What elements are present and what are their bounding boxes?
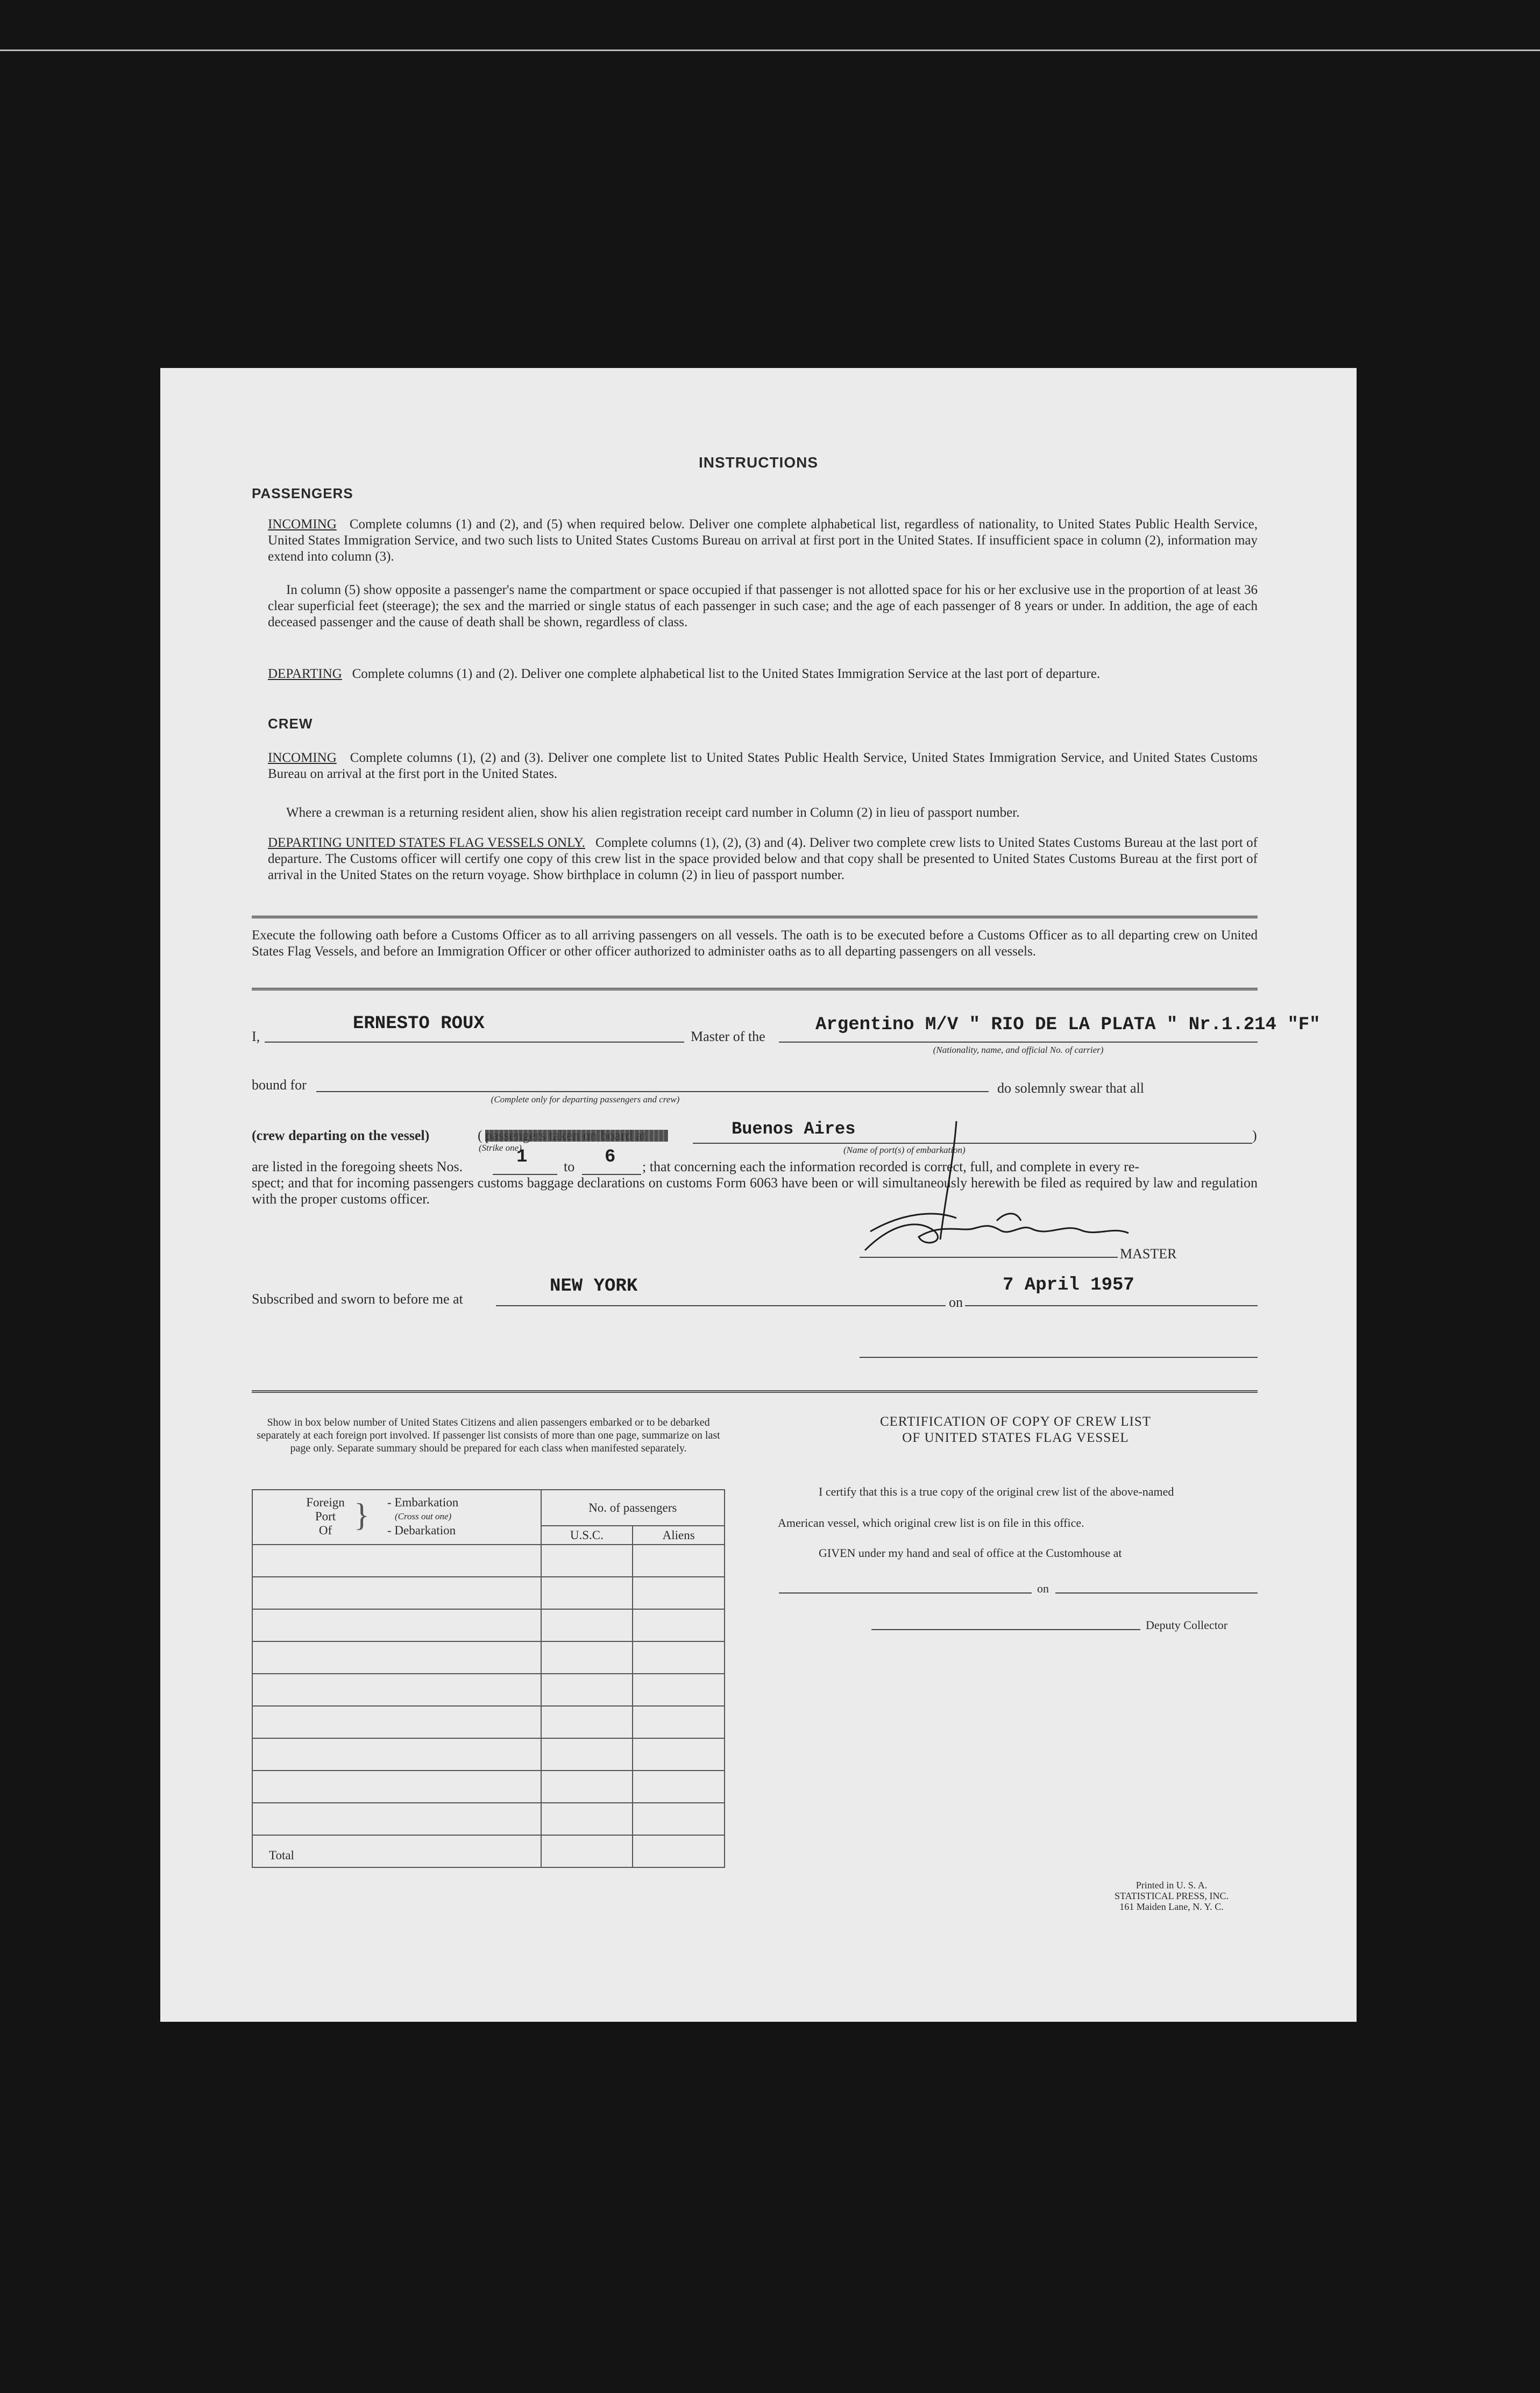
incoming-label: INCOMING	[268, 517, 337, 532]
usc-cell[interactable]	[541, 1803, 633, 1835]
usc-header: U.S.C.	[541, 1526, 633, 1545]
table-row	[252, 1641, 725, 1674]
aliens-cell[interactable]	[633, 1803, 725, 1835]
total-label: Total	[252, 1835, 541, 1867]
of-label: Of	[318, 1524, 332, 1537]
vessel-line	[779, 1042, 1258, 1043]
sheets-label: are listed in the foregoing sheets Nos.	[252, 1159, 463, 1174]
master-signature-line	[860, 1257, 1118, 1258]
passengers-departing-paragraph	[268, 666, 1258, 682]
foreign-port-of-label	[296, 1496, 355, 1538]
usc-cell[interactable]	[541, 1706, 633, 1738]
table-row	[252, 1674, 725, 1706]
certification-date-line[interactable]	[1055, 1592, 1258, 1594]
aliens-cell[interactable]	[633, 1771, 725, 1803]
aliens-cell[interactable]	[633, 1674, 725, 1706]
i-label: I,	[252, 1029, 260, 1044]
sheet-to-value: 6	[605, 1147, 616, 1167]
strike-one-hint: (Strike one)	[479, 1143, 522, 1153]
crew-incoming-paragraph	[268, 750, 1258, 782]
port-hint: (Name of port(s) of embarkation)	[843, 1145, 966, 1155]
master-label: MASTER	[1120, 1246, 1177, 1262]
sworn-date-value: 7 April 1957	[1003, 1275, 1134, 1295]
divider-top	[252, 916, 1258, 918]
port-cell[interactable]	[252, 1545, 541, 1577]
table-row	[252, 1577, 725, 1609]
usc-cell[interactable]	[541, 1545, 633, 1577]
aliens-cell[interactable]	[633, 1641, 725, 1674]
embarkation-label: - Embarkation	[387, 1496, 459, 1509]
usc-cell[interactable]	[541, 1738, 633, 1771]
swear-label: do solemnly swear that all	[997, 1080, 1144, 1096]
passengers-option-struck	[485, 1128, 646, 1144]
port-cell[interactable]	[252, 1803, 541, 1835]
top-scan-line	[0, 49, 1540, 51]
master-of-label: Master of the	[691, 1029, 765, 1044]
sworn-on-label: on	[949, 1294, 963, 1310]
certify-text-a: ; that concerning each the information recorded is correct, full, and complete in every re-	[642, 1159, 1140, 1174]
certification-given: GIVEN under my hand and seal of office at the Customhouse at	[819, 1546, 1122, 1560]
printer-line-3: 161 Maiden Lane, N. Y. C.	[1119, 1901, 1224, 1912]
master-signature	[860, 1116, 1139, 1261]
certification-title-2: OF UNITED STATES FLAG VESSEL	[902, 1431, 1129, 1445]
foreign-label: Foreign	[306, 1496, 345, 1509]
port-value: Buenos Aires	[732, 1119, 856, 1139]
crew-resident-paragraph: Where a crewman is a returning resident alien, show his alien registration receipt card number in Column (2) in lieu of passport number.	[286, 805, 1020, 820]
divider-bottom	[252, 1390, 1258, 1393]
crew-heading: CREW	[268, 716, 313, 732]
no-of-passengers-header: No. of passengers	[541, 1490, 725, 1526]
officer-signature-line	[860, 1357, 1258, 1358]
sworn-place-value: NEW YORK	[550, 1276, 638, 1297]
master-name-value: ERNESTO ROUX	[353, 1014, 485, 1034]
usc-cell[interactable]	[541, 1641, 633, 1674]
incoming-text: Complete columns (1) and (2), and (5) when required below. Deliver one complete alphabetical list, regardless of nationality, to United States Public Health Service, United States Immigration Service, and two such lists to United States Customs Bureau on arrival at first port in the United States. If insufficient space in column (2), information may extend into column (3).	[268, 517, 1258, 564]
printer-imprint	[1075, 1880, 1268, 1912]
departing-label: DEPARTING	[268, 667, 342, 681]
port-cell[interactable]	[252, 1674, 541, 1706]
usc-cell[interactable]	[541, 1771, 633, 1803]
divider-oath	[252, 988, 1258, 990]
table-row	[252, 1738, 725, 1771]
cross-out-hint: (Cross out one)	[395, 1511, 452, 1521]
oath-intro-paragraph: Execute the following oath before a Customs Officer as to all arriving passengers on all vessels. The oath is to be executed before a Customs Officer as to all departing crew on United States Flag Vessels, and before an Immigration Officer or other officer authorized to administer oaths as to all departing passengers on all vessels.	[252, 928, 1258, 959]
table-row	[252, 1609, 725, 1641]
certification-text-1: I certify that this is a true copy of the original crew list of the above-named	[819, 1485, 1174, 1498]
aliens-header: Aliens	[633, 1526, 725, 1545]
certification-title	[773, 1414, 1258, 1446]
aliens-total-cell[interactable]	[633, 1835, 725, 1867]
column5-paragraph: In column (5) show opposite a passenger's name the compartment or space occupied if that passenger is not allotted space for his or her exclusive use in the proportion of at least 36 clear superficial feet (steerage); the sex and the married or single status of each passenger in such case; and the age of each passenger of 8 years or under. In addition, the age of each deceased passenger and the cause of death shall be shown, regardless of class.	[268, 583, 1258, 629]
crew-departing-text: Complete columns (1), (2), (3) and (4). Deliver two complete crew lists to United States Customs Bureau at the last port of departure. The Customs officer will certify one copy of this crew list in the space provided below and that copy shall be presented to United States Customs Bureau at the first port of arrival in the United States on the return voyage. Show birthplace in column (2) in lieu of passport number.	[268, 836, 1258, 882]
table-row	[252, 1771, 725, 1803]
bound-for-label: bound for	[252, 1077, 307, 1093]
port-cell[interactable]	[252, 1738, 541, 1771]
printer-line-1: Printed in U. S. A.	[1136, 1880, 1208, 1891]
vessel-hint: (Nationality, name, and official No. of carrier)	[933, 1045, 1104, 1055]
aliens-cell[interactable]	[633, 1738, 725, 1771]
sworn-date-line	[965, 1305, 1258, 1306]
master-name-line	[265, 1042, 684, 1043]
table-row	[252, 1706, 725, 1738]
port-cell[interactable]	[252, 1771, 541, 1803]
crew-departing-option: (crew departing on the vessel)	[252, 1128, 430, 1143]
certification-on-label: on	[1037, 1582, 1049, 1595]
crew-incoming-text: Complete columns (1), (2) and (3). Deliver one complete list to United States Public Health Service, United States Immigration Service, and United States Customs Bureau on arrival at the first port in the United States.	[268, 751, 1258, 781]
usc-total-cell[interactable]	[541, 1835, 633, 1867]
aliens-cell[interactable]	[633, 1577, 725, 1609]
aliens-cell[interactable]	[633, 1609, 725, 1641]
port-label: Port	[315, 1510, 336, 1523]
to-label: to	[564, 1159, 575, 1174]
sworn-label: Subscribed and sworn to before me at	[252, 1291, 463, 1307]
printer-line-2: STATISTICAL PRESS, INC.	[1115, 1891, 1229, 1901]
aliens-cell[interactable]	[633, 1545, 725, 1577]
total-row	[252, 1835, 725, 1867]
strike-out-mark	[485, 1130, 668, 1142]
instructions-heading: INSTRUCTIONS	[699, 454, 818, 471]
debarkation-label: - Debarkation	[387, 1524, 456, 1537]
crew-departing-label: DEPARTING UNITED STATES FLAG VESSELS ONLY.	[268, 836, 585, 850]
certification-title-1: CERTIFICATION OF COPY OF CREW LIST	[879, 1414, 1152, 1429]
bound-for-line	[316, 1091, 989, 1092]
sheet-from-value: 1	[516, 1147, 528, 1167]
certification-text-2: American vessel, which original crew list is on file in this office.	[778, 1516, 1084, 1530]
crew-departing-paragraph	[268, 835, 1258, 883]
port-header-cell	[252, 1490, 541, 1545]
aliens-cell[interactable]	[633, 1706, 725, 1738]
embark-debark-label	[387, 1496, 458, 1538]
port-cell[interactable]	[252, 1609, 541, 1641]
usc-cell[interactable]	[541, 1674, 633, 1706]
vessel-value: Argentino M/V " RIO DE LA PLATA " Nr.1.214 "F"	[815, 1015, 1321, 1035]
passengers-heading: PASSENGERS	[252, 485, 353, 501]
sworn-place-line	[496, 1305, 946, 1306]
usc-cell[interactable]	[541, 1577, 633, 1609]
table-row	[252, 1545, 725, 1577]
deputy-signature-line[interactable]	[871, 1629, 1140, 1630]
deputy-collector-label: Deputy Collector	[1146, 1618, 1228, 1632]
passenger-summary-table	[252, 1489, 725, 1868]
brace-mark: }	[354, 1497, 370, 1533]
certify-text-b: spect; and that for incoming passengers customs baggage declarations on customs Form 6063 have been or will simultaneously herewith be filed as required by law and regulation with the proper customs officer.	[252, 1175, 1258, 1207]
summary-instructions: Show in box below number of United States Citizens and alien passengers embarked or to be debarked separately at each foreign port involved. If passenger list consists of more than one page, summarize on last page only. Separate summary should be prepared for each class when manifested separately.	[257, 1417, 720, 1454]
passengers-incoming-paragraph	[268, 516, 1258, 565]
crew-incoming-label: INCOMING	[268, 751, 337, 765]
table-row	[252, 1803, 725, 1835]
bound-for-hint: (Complete only for departing passengers and crew)	[491, 1094, 680, 1105]
form-page	[160, 368, 1357, 2022]
paren-close: )	[1252, 1128, 1257, 1143]
usc-cell[interactable]	[541, 1609, 633, 1641]
port-cell[interactable]	[252, 1706, 541, 1738]
port-cell[interactable]	[252, 1641, 541, 1674]
departing-text: Complete columns (1) and (2). Deliver one complete alphabetical list to the United States Immigration Service at the last port of departure.	[352, 667, 1101, 681]
customhouse-line[interactable]	[779, 1592, 1032, 1594]
paren-open: (	[478, 1128, 482, 1143]
port-cell[interactable]	[252, 1577, 541, 1609]
